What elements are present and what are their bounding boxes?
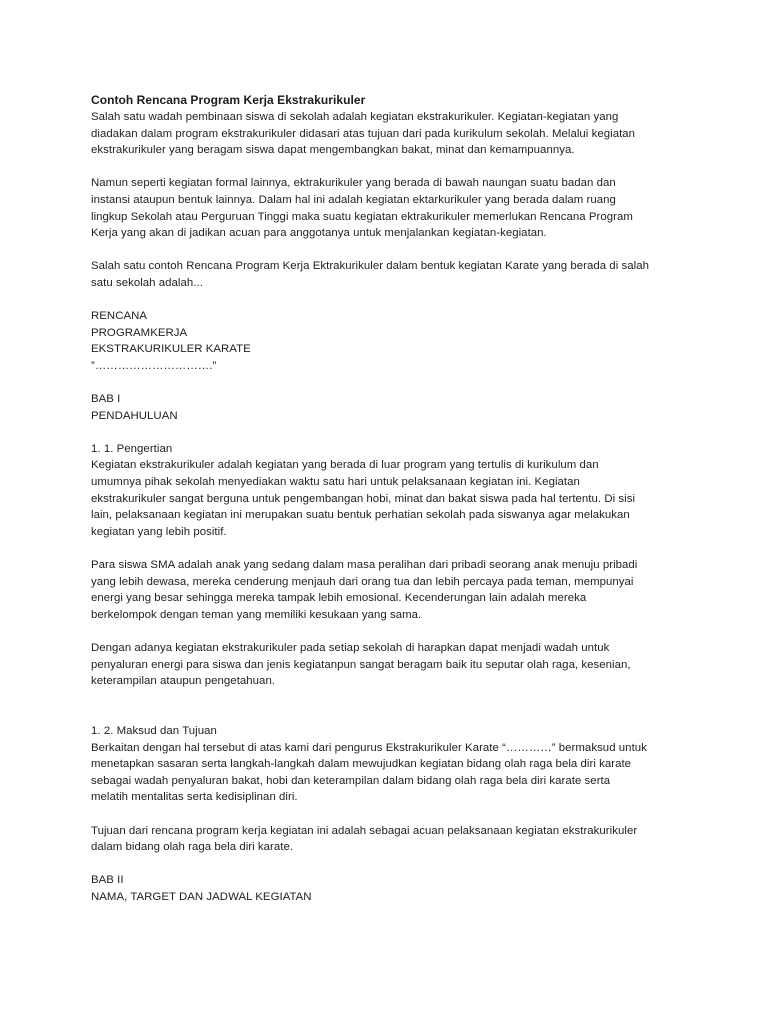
text-line: umumnya pihak sekolah menyediakan waktu satu hari untuk pelaksanaan kegiatan ini. Kegiatan	[91, 476, 580, 489]
text-line: Kegiatan ekstrakurikuler adalah kegiatan yang berada di luar program yang tertulis di kurikulum dan	[91, 459, 599, 472]
chapter-2-heading	[91, 872, 691, 905]
text-line: dalam bidang olah raga bela diri karate.	[91, 841, 294, 854]
plan-heading-line: EKSTRAKURIKULER KARATE	[91, 343, 251, 356]
text-line: Tujuan dari rencana program kerja kegiatan ini adalah sebagai acuan pelaksanaan kegiatan ekstrakurikuler	[91, 824, 638, 837]
text-line: menetapkan sasaran serta langkah-langkah dalam mewujudkan kegiatan bidang olah raga bela diri karate	[91, 758, 632, 771]
chapter-label: BAB II	[91, 874, 124, 887]
text-line: satu sekolah adalah...	[91, 276, 203, 289]
text-line: diadakan dalam program ekstrakurikuler didasari atas tujuan dari pada kurikulum sekolah. Melalui kegiatan	[91, 127, 636, 140]
plan-heading-placeholder: ”………………………….”	[91, 359, 217, 372]
section-heading: 1. 1. Pengertian	[91, 442, 173, 455]
plan-heading-line: RENCANA	[91, 310, 148, 323]
text-line: Salah satu wadah pembinaan siswa di sekolah adalah kegiatan ekstrakurikuler. Kegiatan-kegiatan yang	[91, 111, 619, 123]
text-line: Kerja yang akan di jadikan acuan para anggotanya untuk menjalankan kegiatan-kegiatan.	[91, 227, 547, 240]
text-line: ekstrakurikuler yang beragam siswa dapat mengembangkan bakat, minat dan kemampuannya.	[91, 144, 575, 157]
text-line: kegiatan yang lebih positif.	[91, 525, 227, 538]
text-line: lingkup Sekolah atau Perguruan Tinggi maka suatu kegiatan ektrakurikuler memerlukan Rencana Program	[91, 210, 633, 223]
text-line: Salah satu contoh Rencana Program Kerja Ektrakurikuler dalam bentuk kegiatan Karate yang berada di salah	[91, 260, 649, 273]
intro-paragraph-1	[91, 109, 691, 159]
section-heading: 1. 2. Maksud dan Tujuan	[91, 724, 217, 737]
section-1-1	[91, 441, 691, 690]
text-line: ekstrakurikuler sangat berguna untuk pengembangan hobi, minat dan bakat siswa pada hal tertentu. Di sisi	[91, 492, 636, 505]
chapter-name: PENDAHULUAN	[91, 409, 178, 422]
text-line: lain, pelaksanaan kegiatan ini merupakan suatu bentuk perhatian sekolah pada siswanya agar melakukan	[91, 509, 630, 522]
text-line: melatih mentalitas serta kedisiplinan diri.	[91, 791, 298, 804]
intro-paragraph-3	[91, 258, 691, 291]
text-line: instansi ataupun bentuk lainnya. Dalam hal ini adalah kegiatan ektarkurikuler yang berada dalam ruang	[91, 193, 616, 206]
text-line: berkelompok dengan teman yang memiliki kesukaan yang sama.	[91, 608, 422, 621]
text-line: keterampilan ataupun pengetahuan.	[91, 675, 276, 688]
plan-heading-block	[91, 308, 691, 374]
intro-paragraph-2	[91, 175, 691, 241]
plan-heading-line: PROGRAMKERJA	[91, 326, 188, 339]
text-line: Berkaitan dengan hal tersebut di atas kami dari pengurus Ekstrakurikuler Karate “…………” bermaksud untuk	[91, 741, 647, 754]
text-line: sebagai wadah penyaluran bakat, hobi dan keterampilan dalam bidang olah raga bela diri karate serta	[91, 774, 611, 787]
document-body	[91, 92, 691, 906]
text-line: penyaluran energi para siswa dan jenis kegiatanpun sangat beragam baik itu seputar olah raga, kesenian,	[91, 658, 631, 671]
text-line: Para siswa SMA adalah anak yang sedang dalam masa peralihan dari pribadi seorang anak menuju pribadi	[91, 559, 638, 572]
chapter-label: BAB I	[91, 393, 121, 406]
section-1-2	[91, 723, 691, 856]
text-line: yang lebih dewasa, mereka cenderung menjauh dari orang tua dan lebih percaya pada teman, mempunyai	[91, 575, 634, 588]
text-line: energi yang besar sehingga mereka tampak lebih emosional. Kecenderungan lain adalah mereka	[91, 592, 587, 605]
text-line: Dengan adanya kegiatan ekstrakurikuler pada setiap sekolah di harapkan dapat menjadi wadah untuk	[91, 642, 610, 654]
chapter-name: NAMA, TARGET DAN JADWAL KEGIATAN	[91, 890, 312, 903]
document-title: Contoh Rencana Program Kerja Ekstrakurikuler	[91, 93, 366, 107]
chapter-1-heading	[91, 391, 691, 424]
text-line: Namun seperti kegiatan formal lainnya, ektrakurikuler yang berada di bawah naungan suatu badan dan	[91, 177, 616, 190]
